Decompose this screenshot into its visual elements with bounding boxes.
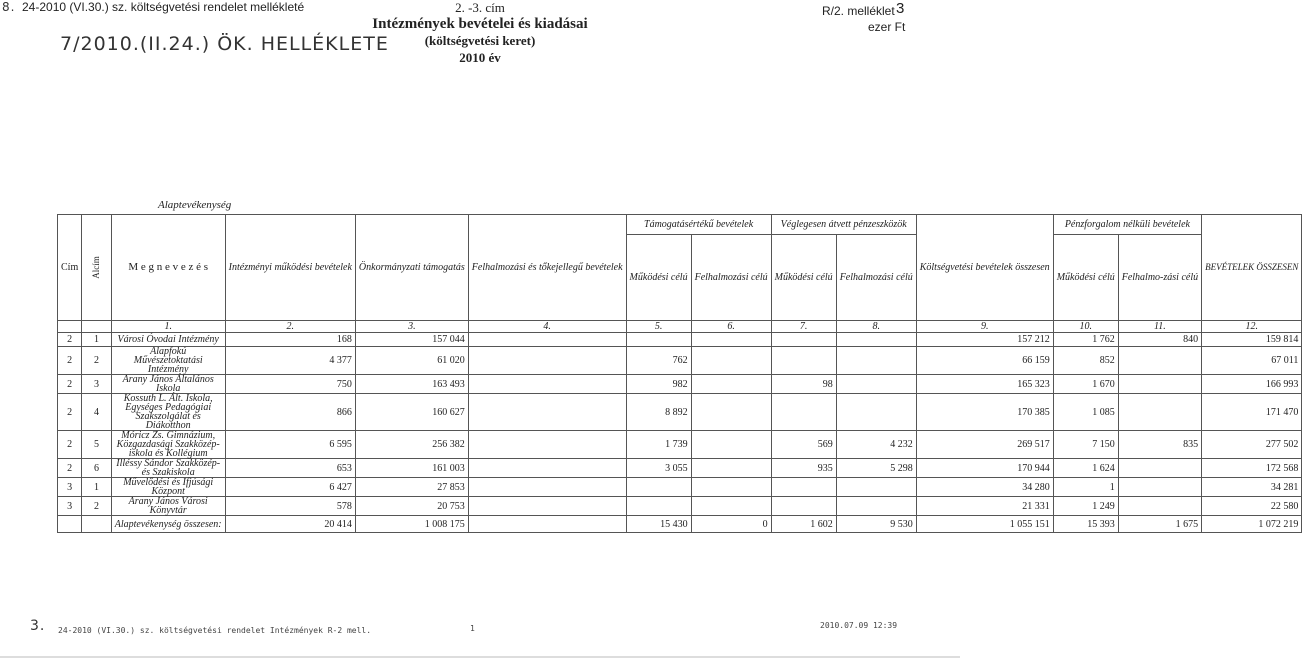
row-cell: [1118, 375, 1201, 394]
row-cell: 61 020: [355, 347, 468, 375]
row-cell: 852: [1053, 347, 1118, 375]
table-row: [58, 478, 1302, 497]
colnum: 5.: [626, 321, 691, 333]
row-cell: 982: [626, 375, 691, 394]
row-cell: [468, 347, 626, 375]
total-cell: 0: [691, 516, 771, 533]
header-megnevezes: M e g n e v e z é s: [111, 215, 225, 321]
colnum: 11.: [1118, 321, 1201, 333]
row-cell: 98: [771, 375, 836, 394]
total-cell: [468, 516, 626, 533]
row-cell: [468, 394, 626, 431]
row-cell: [691, 394, 771, 431]
table-row: [58, 347, 1302, 375]
header-felhalmozasi-tokejellegu: Felhalmozási és tőkejellegű bevételek: [468, 215, 626, 321]
row-cim: 2: [58, 431, 82, 459]
row-cell: [691, 431, 771, 459]
row-cell: [691, 333, 771, 347]
row-cim: 2: [58, 347, 82, 375]
header-onkormanyzati: Önkormányzati támogatás: [355, 215, 468, 321]
row-cell: 3 055: [626, 459, 691, 478]
row-cell: [691, 459, 771, 478]
row-cell: [1118, 347, 1201, 375]
colnum: 1.: [111, 321, 225, 333]
row-cell: [468, 478, 626, 497]
total-cell: 1 008 175: [355, 516, 468, 533]
total-row: [58, 516, 1302, 533]
row-cell: 277 502: [1202, 431, 1302, 459]
header-vegleges: Véglegesen átvett pénzeszközök: [771, 215, 916, 235]
row-cell: 8 892: [626, 394, 691, 431]
row-cell: [691, 478, 771, 497]
handwritten-annotation: 7/2010.(II.24.) ÖK. HELLÉKLETE: [60, 33, 389, 55]
header-alcim: [82, 215, 112, 321]
header-penzforgalom: Pénzforgalom nélküli bevételek: [1053, 215, 1201, 235]
row-cell: 653: [225, 459, 355, 478]
row-cell: [626, 478, 691, 497]
row-cell: 935: [771, 459, 836, 478]
total-cell: 1 072 219: [1202, 516, 1302, 533]
row-cell: [691, 347, 771, 375]
header-veg-felhalmozasi: Felhalmozási célú: [836, 235, 916, 321]
total-cell: 1 675: [1118, 516, 1201, 533]
colnum: 10.: [1053, 321, 1118, 333]
page-subtitle: (költségvetési keret): [424, 33, 536, 48]
row-cell: 34 281: [1202, 478, 1302, 497]
table-row: [58, 497, 1302, 516]
colnum: 9.: [916, 321, 1053, 333]
row-cim: 2: [58, 333, 82, 347]
row-cell: 166 993: [1202, 375, 1302, 394]
total-cell: 1 602: [771, 516, 836, 533]
row-cell: 66 159: [916, 347, 1053, 375]
row-name: Kossuth L. Ált. Iskola, Egységes Pedagógiai Szakszolgálat és Diákotthon: [111, 394, 225, 431]
total-blank-1: [58, 516, 82, 533]
row-cell: 165 323: [916, 375, 1053, 394]
row-cell: 840: [1118, 333, 1201, 347]
row-cim: 3: [58, 497, 82, 516]
header-penz-mukodesi: Működési célú: [1053, 235, 1118, 321]
row-alcim: 2: [82, 347, 112, 375]
row-cell: [626, 497, 691, 516]
page-year: 2010 év: [459, 50, 501, 65]
header-tamogatasertek: Támogatásértékű bevételek: [626, 215, 771, 235]
row-cell: [468, 375, 626, 394]
row-cell: [836, 375, 916, 394]
row-alcim: 6: [82, 459, 112, 478]
scan-edge-line: [0, 656, 960, 658]
row-cell: [468, 497, 626, 516]
row-cell: 163 493: [355, 375, 468, 394]
row-cell: 157 044: [355, 333, 468, 347]
row-cim: 2: [58, 459, 82, 478]
row-cell: [468, 459, 626, 478]
corner-mark: 8.: [2, 0, 16, 14]
row-cell: 1 739: [626, 431, 691, 459]
header-alcim-text: Alcím: [90, 256, 101, 279]
table-row: [58, 459, 1302, 478]
total-cell: 15 393: [1053, 516, 1118, 533]
colnum: 2.: [225, 321, 355, 333]
row-cell: 1 085: [1053, 394, 1118, 431]
row-cell: 866: [225, 394, 355, 431]
row-cell: [626, 333, 691, 347]
row-cell: [1118, 394, 1201, 431]
row-cell: [836, 347, 916, 375]
page-mark: 3: [896, 0, 905, 17]
total-label: Alaptevékenység összesen:: [111, 516, 225, 533]
row-cell: 269 517: [916, 431, 1053, 459]
row-cell: 157 212: [916, 333, 1053, 347]
colnum: 8.: [836, 321, 916, 333]
row-cell: [771, 347, 836, 375]
row-cell: [1118, 497, 1201, 516]
row-cell: 578: [225, 497, 355, 516]
total-cell: 15 430: [626, 516, 691, 533]
row-cim: 2: [58, 394, 82, 431]
row-cell: [836, 497, 916, 516]
header-bevetelek-osszesen: BEVÉTELEK ÖSSZESEN: [1202, 215, 1302, 321]
unit-label: ezer Ft: [868, 20, 906, 34]
row-cell: [1118, 478, 1201, 497]
header-penz-felhalmozasi: Felhalmo-zási célú: [1118, 235, 1201, 321]
row-cell: 1 670: [1053, 375, 1118, 394]
header-tam-felhalmozasi: Felhalmozási célú: [691, 235, 771, 321]
colnum-blank-1: [58, 321, 82, 333]
header-tam-mukodesi: Működési célú: [626, 235, 691, 321]
row-cell: 1 762: [1053, 333, 1118, 347]
row-name: Móricz Zs. Gimnázium, Közgazdasági Szakközép-iskola és Kollégium: [111, 431, 225, 459]
row-cell: [836, 478, 916, 497]
row-cell: 160 627: [355, 394, 468, 431]
row-cell: [691, 375, 771, 394]
revenue-table: [57, 214, 1302, 533]
row-cell: 1 249: [1053, 497, 1118, 516]
colnum: 6.: [691, 321, 771, 333]
row-cell: [468, 333, 626, 347]
row-cell: 762: [626, 347, 691, 375]
row-name: Arany János Városi Könyvtár: [111, 497, 225, 516]
row-cell: 168: [225, 333, 355, 347]
row-cell: [468, 431, 626, 459]
row-cell: 1 624: [1053, 459, 1118, 478]
row-cell: [771, 394, 836, 431]
row-cim: 3: [58, 478, 82, 497]
row-name: Alapfokú Művészetoktatási Intézmény: [111, 347, 225, 375]
row-alcim: 1: [82, 478, 112, 497]
row-name: Arany János Általános Iskola: [111, 375, 225, 394]
row-alcim: 1: [82, 333, 112, 347]
header-koltsegvetesi: Költségvetési bevételek összesen: [916, 215, 1053, 321]
footer-date: 2010.07.09 12:39: [820, 621, 898, 630]
annex-label: R/2. melléklet: [822, 4, 895, 18]
row-cell: 22 580: [1202, 497, 1302, 516]
row-cell: [1118, 459, 1201, 478]
row-name: Illéssy Sándor Szakközép-és Szakiskola: [111, 459, 225, 478]
row-cell: 20 753: [355, 497, 468, 516]
row-cell: 21 331: [916, 497, 1053, 516]
table-row: [58, 431, 1302, 459]
page-title: Intézmények bevételei és kiadásai: [372, 16, 588, 32]
header-veg-mukodesi: Működési célú: [771, 235, 836, 321]
row-cell: [771, 497, 836, 516]
row-cim: 2: [58, 375, 82, 394]
row-cell: [691, 497, 771, 516]
row-name: Városi Óvodai Intézmény: [111, 333, 225, 347]
row-cell: 67 011: [1202, 347, 1302, 375]
footer-page: 1: [470, 624, 475, 633]
row-cell: 27 853: [355, 478, 468, 497]
row-alcim: 5: [82, 431, 112, 459]
row-alcim: 4: [82, 394, 112, 431]
row-cell: [836, 394, 916, 431]
cim-number: 2. -3. cím: [455, 0, 505, 15]
row-cell: 170 944: [916, 459, 1053, 478]
colnum: 7.: [771, 321, 836, 333]
table-row: [58, 394, 1302, 431]
row-cell: 171 470: [1202, 394, 1302, 431]
total-cell: 9 530: [836, 516, 916, 533]
header-intezmenyi: Intézményi működési bevételek: [225, 215, 355, 321]
row-cell: 569: [771, 431, 836, 459]
row-cell: 172 568: [1202, 459, 1302, 478]
footer-mark: 3.: [30, 618, 46, 634]
row-cell: 4 377: [225, 347, 355, 375]
total-cell: 20 414: [225, 516, 355, 533]
section-title: Alaptevékenység: [158, 199, 232, 211]
total-blank-2: [82, 516, 112, 533]
colnum: 4.: [468, 321, 626, 333]
table-body: [58, 333, 1302, 516]
colnum-blank-2: [82, 321, 112, 333]
colnum: 3.: [355, 321, 468, 333]
row-alcim: 3: [82, 375, 112, 394]
row-cell: 4 232: [836, 431, 916, 459]
row-cell: 256 382: [355, 431, 468, 459]
row-cell: 161 003: [355, 459, 468, 478]
footer-text: 24-2010 (VI.30.) sz. költségvetési rendelet Intézmények R-2 mell.: [58, 626, 372, 635]
total-cell: 1 055 151: [916, 516, 1053, 533]
table-row: [58, 375, 1302, 394]
row-cell: 835: [1118, 431, 1201, 459]
reference-line: 24-2010 (VI.30.) sz. költségvetési rendelet mellékleté: [22, 0, 305, 14]
row-cell: [836, 333, 916, 347]
colnum: 12.: [1202, 321, 1302, 333]
row-alcim: 2: [82, 497, 112, 516]
row-name: Művelődési és Ifjúsági Központ: [111, 478, 225, 497]
row-cell: 1: [1053, 478, 1118, 497]
header-cim: Cím: [58, 215, 82, 321]
row-cell: 750: [225, 375, 355, 394]
row-cell: 159 814: [1202, 333, 1302, 347]
table-row: [58, 333, 1302, 347]
row-cell: [771, 478, 836, 497]
row-cell: [771, 333, 836, 347]
row-cell: 6 427: [225, 478, 355, 497]
row-cell: 170 385: [916, 394, 1053, 431]
row-cell: 7 150: [1053, 431, 1118, 459]
row-cell: 6 595: [225, 431, 355, 459]
row-cell: 34 280: [916, 478, 1053, 497]
row-cell: 5 298: [836, 459, 916, 478]
